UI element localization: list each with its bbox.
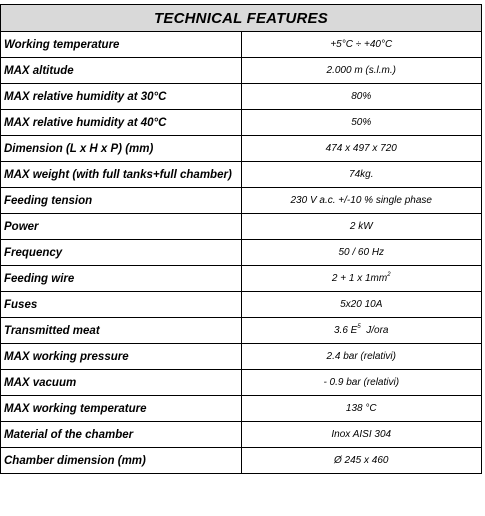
spec-value: 2.4 bar (relativi): [326, 351, 396, 362]
spec-label: MAX working temperature: [1, 396, 242, 422]
table-row: [1, 344, 482, 370]
spec-label: Working temperature: [1, 32, 242, 58]
table-row: [1, 318, 482, 344]
table-row: [1, 188, 482, 214]
spec-value: - 0.9 bar (relativi): [323, 377, 400, 388]
spec-label: MAX vacuum: [1, 370, 242, 396]
spec-value-cell: [241, 32, 482, 58]
spec-label: MAX working pressure: [1, 344, 242, 370]
spec-value-cell: [241, 162, 482, 188]
spec-value-cell: [241, 292, 482, 318]
spec-label: Transmitted meat: [1, 318, 242, 344]
spec-value: 138 °C: [345, 403, 377, 414]
spec-value-superscript: 2: [387, 272, 391, 278]
table-row: [1, 266, 482, 292]
spec-value: Ø 245 x 460: [334, 455, 389, 466]
spec-value: Inox AISI 304: [331, 429, 392, 440]
table-row: [1, 292, 482, 318]
spec-label: MAX weight (with full tanks+full chamber): [1, 162, 242, 188]
spec-value-cell: [241, 214, 482, 240]
spec-value-cell: [241, 448, 482, 474]
spec-value-cell: [241, 266, 482, 292]
table-row: [1, 370, 482, 396]
spec-label: Dimension (L x H x P) (mm): [1, 136, 242, 162]
spec-value-cell: [241, 422, 482, 448]
table-row: [1, 84, 482, 110]
spec-value-cell: [241, 370, 482, 396]
spec-value: 80%: [351, 91, 372, 102]
spec-label: MAX relative humidity at 30°C: [1, 84, 242, 110]
spec-label: Material of the chamber: [1, 422, 242, 448]
spec-value: 5x20 10A: [340, 299, 383, 310]
spec-value-cell: [241, 58, 482, 84]
table-header-row: [1, 5, 482, 32]
spec-value-suffix: J/ora: [360, 325, 389, 336]
table-row: [1, 110, 482, 136]
table-body: [1, 32, 482, 474]
spec-value: 74kg.: [349, 169, 374, 180]
table-row: [1, 396, 482, 422]
spec-value: 50%: [351, 117, 372, 128]
table-row: [1, 162, 482, 188]
spec-label: Frequency: [1, 240, 242, 266]
spec-value-cell: [241, 188, 482, 214]
spec-value: +5°C ÷ +40°C: [330, 39, 393, 50]
technical-features-table: [0, 4, 482, 474]
spec-value-cell: [241, 136, 482, 162]
spec-label: Feeding wire: [1, 266, 242, 292]
spec-value-cell: [241, 84, 482, 110]
spec-value-cell: [241, 110, 482, 136]
spec-value-cell: [241, 396, 482, 422]
spec-value: 474 x 497 x 720: [325, 143, 397, 154]
spec-value: 2.000 m (s.l.m.): [326, 65, 396, 76]
table-row: [1, 422, 482, 448]
spec-label: Power: [1, 214, 242, 240]
spec-value: 50 / 60 Hz: [338, 247, 385, 258]
spec-value: 3.6 E: [334, 325, 358, 336]
table-row: [1, 136, 482, 162]
spec-value-cell: [241, 344, 482, 370]
spec-value-cell: [241, 318, 482, 344]
spec-value-superscript: 5: [357, 324, 361, 330]
table-row: [1, 214, 482, 240]
spec-label: Feeding tension: [1, 188, 242, 214]
spec-label: MAX relative humidity at 40°C: [1, 110, 242, 136]
spec-label: Chamber dimension (mm): [1, 448, 242, 474]
table-title: TECHNICAL FEATURES: [1, 5, 482, 32]
spec-label: Fuses: [1, 292, 242, 318]
table-row: [1, 58, 482, 84]
table-row: [1, 32, 482, 58]
spec-value: 2 kW: [349, 221, 373, 232]
table-row: [1, 240, 482, 266]
spec-label: MAX altitude: [1, 58, 242, 84]
spec-value: 230 V a.c. +/-10 % single phase: [290, 195, 432, 206]
spec-value: 2 + 1 x 1mm: [331, 273, 388, 284]
table-row: [1, 448, 482, 474]
spec-value-cell: [241, 240, 482, 266]
